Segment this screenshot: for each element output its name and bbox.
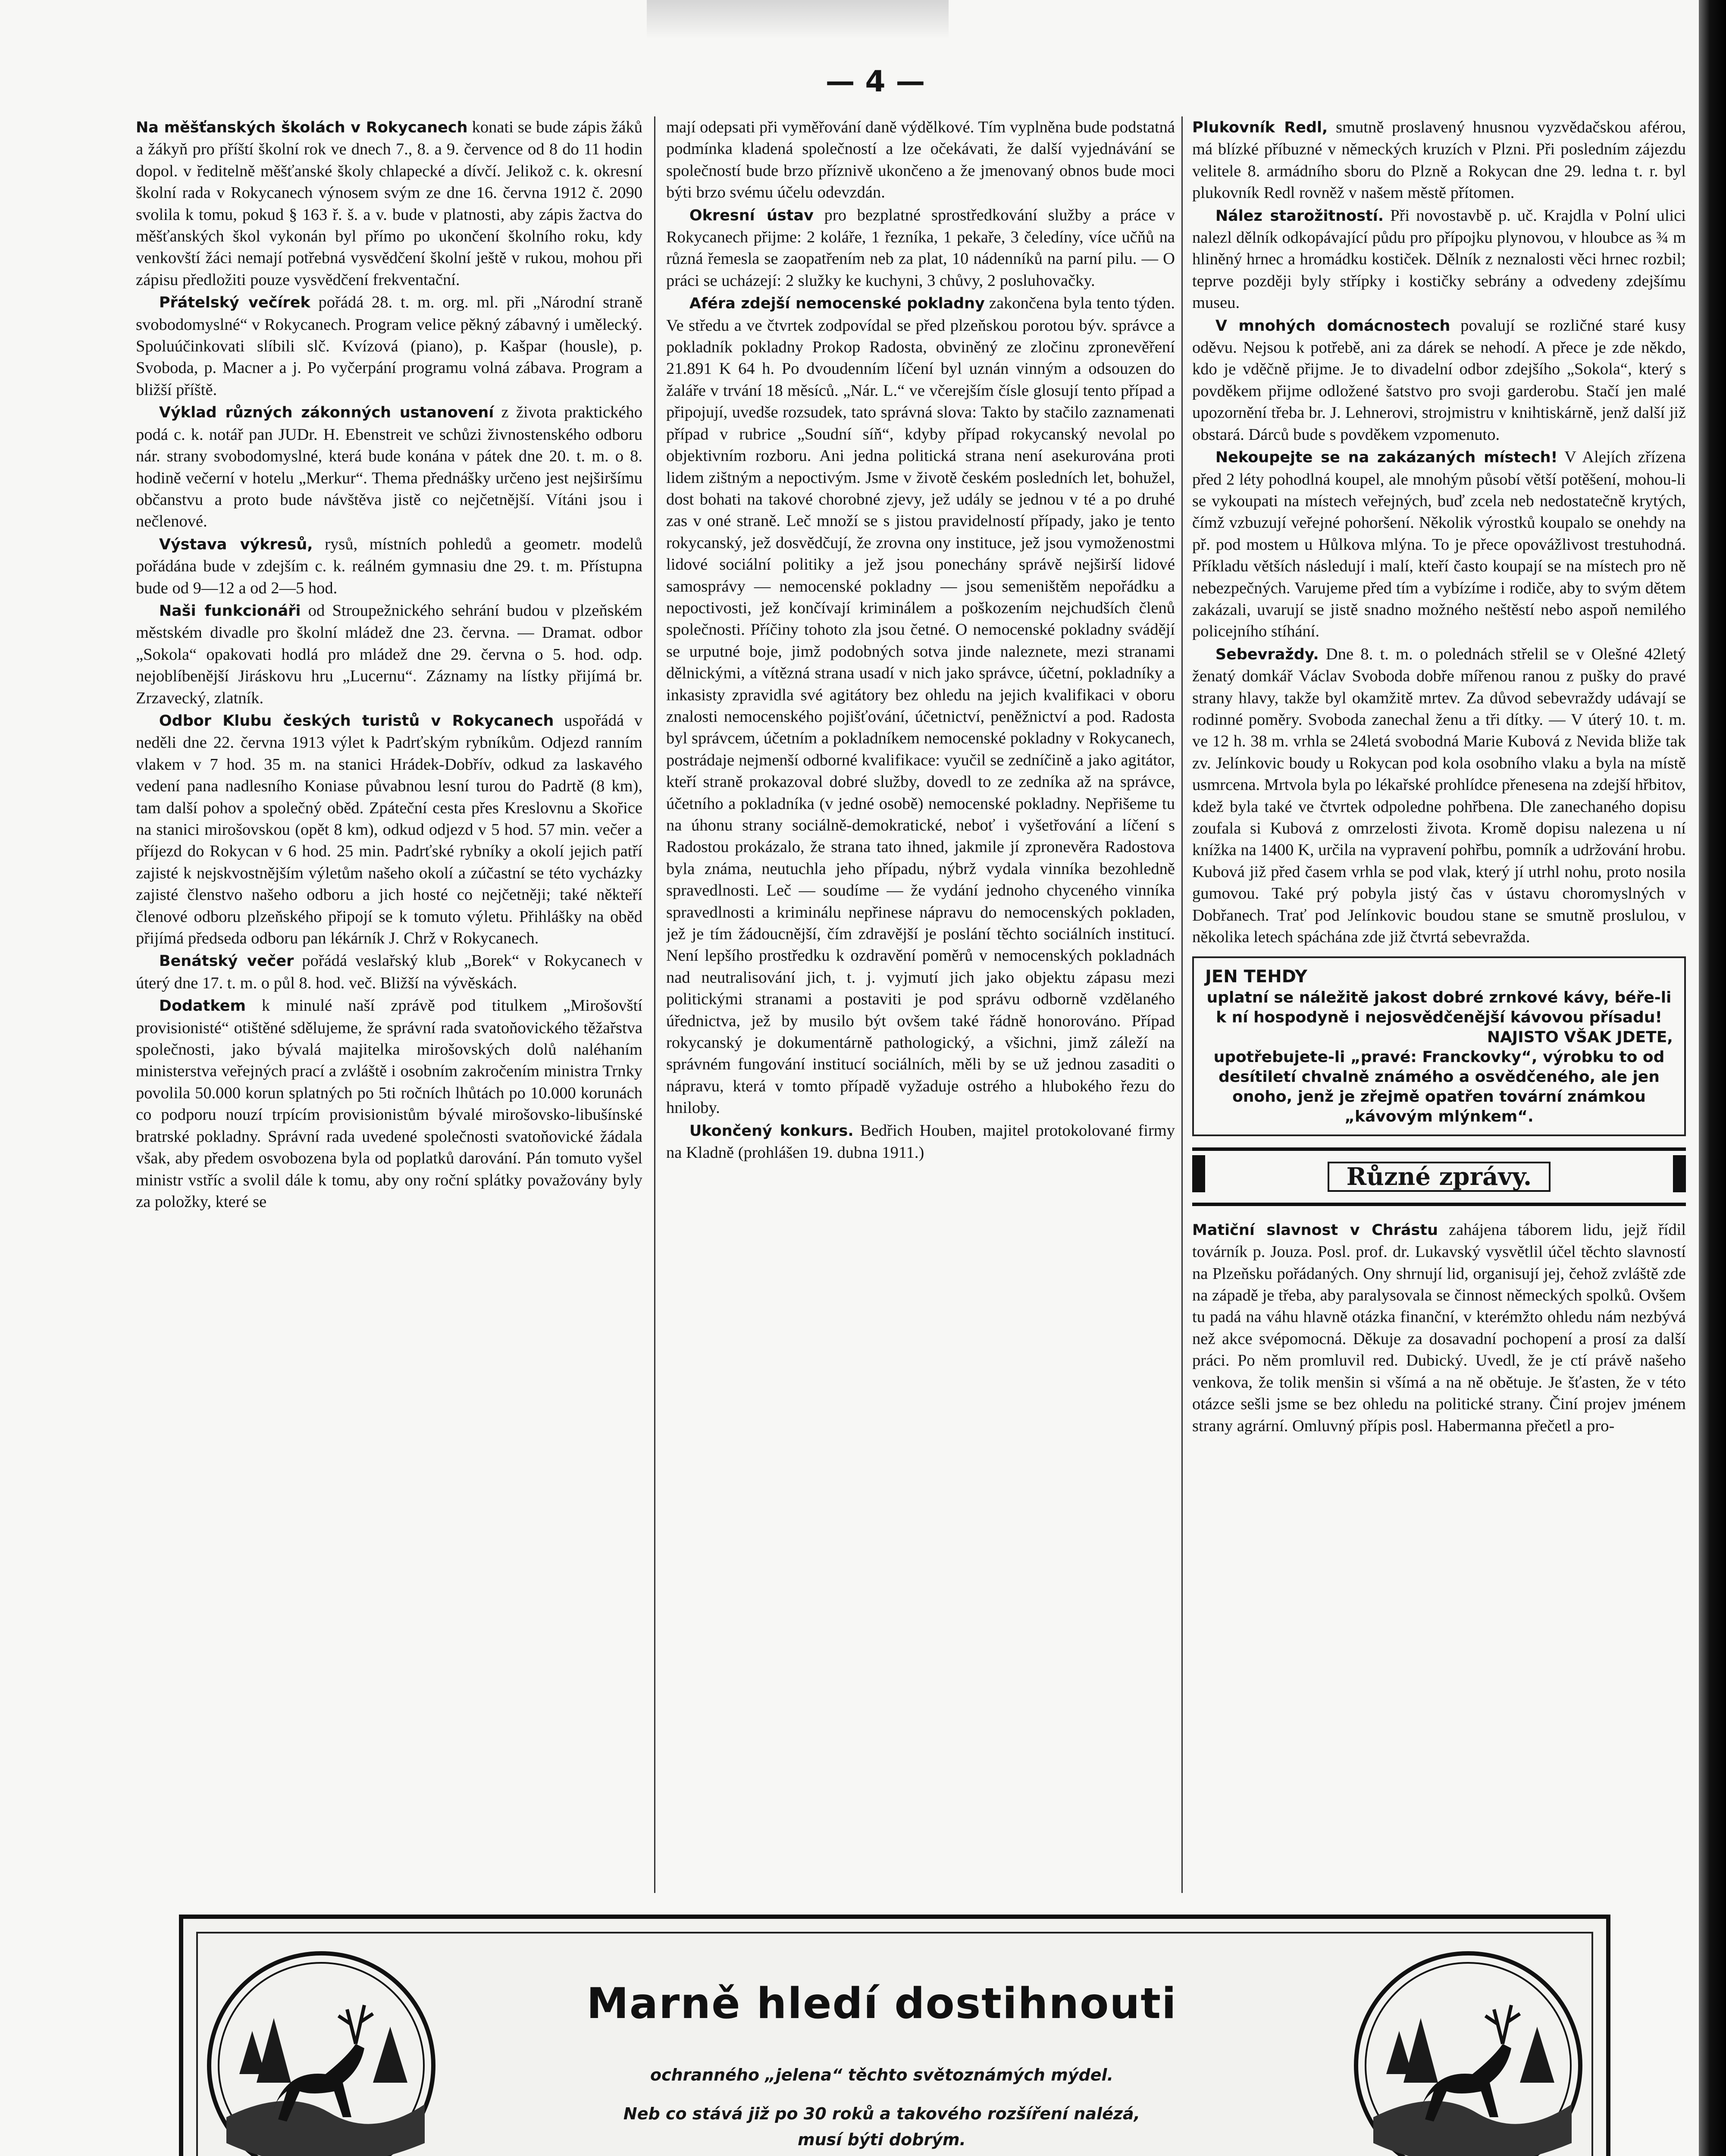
article-lead: Aféra zdejší nemocenské pokladny <box>689 295 985 313</box>
article-lead: Dodatkem <box>159 997 246 1015</box>
advert-title: JEN TEHDY <box>1205 967 1307 987</box>
article-lead: Ukončený konkurs. <box>689 1122 854 1140</box>
article-lead: Přátelský večírek <box>159 294 310 312</box>
article-lead: Matiční slavnost v Chrástu <box>1192 1221 1438 1239</box>
article-zapis <box>136 116 642 291</box>
article-text: od Stroupežnického sehrání budou v plzeňském městském divadle pro školní mládež dne 23. června. — Dramat. odbor „Sokola“ opakovati hodlá pro mládež dne 29. června o 5. hod. odp. nejoblíbenější Jiráskovu hru „Lucernu“. Záznamy na lístky přijímá br. Zrzavecký, zlatník. <box>136 601 642 707</box>
soap-advertisement <box>179 1915 1610 2156</box>
article-nalez <box>1192 205 1686 314</box>
column-1 <box>136 116 642 1897</box>
article-lead: Plukovník Redl, <box>1192 119 1328 136</box>
deer-emblem-icon <box>200 1945 442 2156</box>
article-text: smutně proslavený hnusnou vyzvědačskou aférou, má blízké příbuzné v německých kruzích v Plzni. Při posledním zájezdu velitele 8. armádního sboru do Plzně a Rokycan dne 29. ledna t. r. byl plukovník Redl rovněž v našem městě přítomen. <box>1192 118 1686 202</box>
article-domacnosti <box>1192 315 1686 445</box>
article-benatsky-vecer <box>136 950 642 994</box>
article-text: z života praktického podá c. k. notář pan JUDr. H. Ebenstreit ve schůzi živnostenského odboru nár. strany svobodomyslné, která bude konána v pátek dne 20. t. m. o 8. hodině večerní v hotelu „Merkur“. Thema přednášky určeno jest nejširšímu občanstvu a proto bude návštěva jistě co nejčetnější. Vítáni jsou i nečlenové. <box>136 403 642 531</box>
section-banner <box>1192 1147 1686 1206</box>
article-vecirek <box>136 291 642 401</box>
article-maticni-slavnost <box>1192 1219 1686 1437</box>
article-text: pořádá veslařský klub „Borek“ v Rokycanech v úterý dne 17. t. m. o půl 8. hod. več. Bližší na vývěskách. <box>136 952 642 992</box>
article-continuation: mají odepsati při vyměřování daně výdělkové. Tím vyplněna bude podstatná podmínka kladená společností a lze očekávati, že další vyjednávání se společností bude brzo příznivě ukončeno a že jmenovaný obnos bude moci býti brzo svému účelu odevzdán. <box>666 118 1175 202</box>
article-funkcionari <box>136 600 642 709</box>
column-3 <box>1192 116 1686 1897</box>
article-okresni-ustav <box>666 204 1175 292</box>
article-sebevrazdy <box>1192 643 1686 948</box>
section-title: Různé zprávy. <box>1328 1162 1551 1192</box>
article-lead: Odbor Klubu českých turistů v Rokycanech <box>159 712 554 730</box>
article-vystava <box>136 533 642 599</box>
article-text: k minulé naší zprávě pod titulkem „Mirošovští provisionisté“ otištěné sdělujeme, že správní rada svatoňovického těžařstva společnosti, jako bývalá majitelka mirošovských dolů naléhaním ministerstva veřejných prací a zvláště i osobním zakročením ministra Trnky povolila 50.000 korun splatných po 5ti ročních lhůtách po 10.000 korunách co podporu nouzí trpícím provisionistům bývalé mirošovsko-libušínské bratrské pokladny. Správní rada uvedené společnosti svatoňovické žádala však, aby předem osvobozena byla od poplatků darování. Pán tomuto vyšel ministr vstříc a svolil dále k tomu, aby ony roční splátky považovány byly za položky, které se <box>136 997 642 1211</box>
article-redl <box>1192 116 1686 204</box>
advert-text: uplatní se náležitě jakost dobré zrnkové kávy, béře-li k ní hospodyně i nejosvědčenější kávovou přísadu! <box>1206 988 1672 1026</box>
page-top-shadow <box>647 0 949 39</box>
deer-emblem-icon <box>1347 1945 1589 2156</box>
article-koupani <box>1192 446 1686 642</box>
article-text: povalují se rozličné staré kusy oděvu. Nejsou k potřebě, ani za dárek se nehodí. A přece je zde někdo, kdo je vděčně přijme. Je to divadelní odbor zdejšího „Sokola“, který s povděkem přijme odložené šatstvo pro svoji garderobu. Stačí jen malé upozornění třeba br. J. Lehnerovi, strojmistru v knihtiskárně, jenž další již obstará. Dárců bude s povděkem vzpomenuto. <box>1192 316 1686 444</box>
article-lead: Výstava výkresů, <box>159 536 313 553</box>
article-text: V Alejích zřízena před 2 léty pohodlná koupel, ale mnohým působí větší potěšení, mohou-li se vykoupati na místech veřejných, buď zcela neb nedostatečně krytých, čímž vzbuzují veřejné pohoršení. Několik výrostků koupalo se onehdy na př. pod mostem u Hůlkova mlýna. To je přece opovážlivost trestuhodná. Příkladu větších následují i malí, kteří často koupají se na místech pro ně nebezpečných. Varujeme před tím a vybízíme i rodiče, aby to svým dětem zakázali, uvarují se jistě snadno možného neštěstí nebo aspoň nemilého policejního stíhání. <box>1192 448 1686 641</box>
page-number: — 4 — <box>825 65 925 99</box>
article-lead: Okresní ústav <box>689 207 814 224</box>
advert-text: upotřebujete-li „pravé: Franckovky“, výrobku to od desítiletí chvalně známého a osvědčeného, ale jen onoho, jenž je zřejmě opatřen tovární známkou „kávovým mlýnkem“. <box>1213 1048 1665 1125</box>
article-lead: V mnohých domácnostech <box>1215 317 1450 335</box>
column-2 <box>666 116 1175 1897</box>
column-rule-1 <box>654 116 655 1893</box>
article-text: Bedřich Houben, majitel protokolované firmy na Kladně (prohlášen 19. dubna 1911.) <box>666 1121 1175 1162</box>
article-text: Při novostavbě p. uč. Krajdla v Polní ulici nalezl dělník odkopávající půdu pro přípojku plynovou, v hloubce as ¾ m hliněný hrnec a hromádku kostiček. Dělník z neznalosti věci hrnec rozbil; teprve později byly střípky i kostičky sebrány a odvedeny zdejšímu museu. <box>1192 206 1686 312</box>
article-text: pro bezplatné sprostředkování služby a práce v Rokycanech přijme: 2 koláře, 1 řezníka, 1 pekaře, 3 čeledíny, více učňů na různá řemesla se zaopatřením neb za plat, 10 nádenníků na parní pilu. — O práci se ucházejí: 2 služky ke kuchyni, 3 chůvy, 2 posluhovačky. <box>666 206 1175 290</box>
ad-headline: Marně hledí dostihnouti <box>586 1979 1177 2028</box>
coffee-advert-box <box>1192 956 1686 1136</box>
ad-subheadline: ochranného „jelena“ těchto světoznámých mýdel. <box>650 2065 1114 2084</box>
article-lead: Naši funkcionáři <box>159 602 301 620</box>
article-lead: Nekoupejte se na zakázaných místech! <box>1215 449 1558 467</box>
ad-text-line: musí býti dobrým. <box>798 2130 966 2149</box>
article-text: uspořádá v neděli dne 22. června 1913 výlet k Padrťským rybníkům. Odjezd ranním vlakem v 7 hod. 35 m. na stanici Hrádek-Dobřív, odkud za laskavého vedení pana nadlesního Koniase půvabnou lesní turou do Padrtě (8 km), tam další pohov a společný oběd. Zpáteční cesta přes Kreslovnu a Skořice na stanici mirošovskou (opět 8 km), odkud odjezd v 5 hod. 57 min. večer a příjezd do Rokycan v 6 hod. 25 min. Padrťské rybníky a okolí jejich patří zajisté k nejskvostnějším výletům našeho okolí a zúčastní se této vycházky zajisté členstvo našeho odboru a jich hosté co nejčetněji; také někteří členové odboru plzeňského připojí se k tomuto výletu. Přihlášky na oběd přijímá předseda odboru pan lékárník J. Chrž v Rokycanech. <box>136 711 642 948</box>
page-scan-edge <box>1699 0 1726 2156</box>
article-text: zakončena byla tento týden. Ve středu a ve čtvrtek zodpovídal se před plzeňskou porotou býv. správce a pokladník pokladny Prokop Radosta, obviněný ze zločinu zpronevěření 21.891 K 64 h. Po dvoudenním líčení byl uznán vinným a odsouzen do žaláře v trvání 18 měsíců. „Nár. L.“ ve včerejším čísle glosují tento případ a připojují, uvedše rozsudek, tato správná slova: Takto by stačilo zaznamenati případ v rubrice „Soudní síň“, kdyby případ rokycanský nevolal po objektivním rozboru. Ani jedna politická strana není asekurována proti lidem zištným a nepoctivým. Jsme v životě českém posledních let, bohužel, dost bohati na takové chorobné zjevy, jež udály se jednou v té a po druhé zas v oné straně. Leč množí se s jistou pravidelností případy, jako je tento rokycanský, jež dosvědčují, že zrovna ony instituce, jež jsou vymoženostmi lidové sociální politiky a jež jsou ponechány správě nejširší lidové samosprávy — nemocenské pokladny — jsou semeništěm nepořádku a nepoctivosti, jež končívají kriminálem a poškozením nejchudších členů společnosti. Příčiny tohoto zla jsou četné. O nemocenské pokladny svádějí se urputné boje, jimž podobných sotva jinde naleznete, mezi stranami dělnickými, a vítězná strana usadí v nich jako správce, účetní, pokladníky a inkasisty zpravidla své agitátory bez ohledu na jejich kvalifikaci v oboru znalosti nemocenského pojišťování, účetnictví, peněžnictví a pod. Radosta byl správcem, účetním a pokladníkem nemocenské pokladny v Rokycanech, postrádaje nejmenší odborné kvalifikace: vyučil se zedníčině a jako agitátor, kteří straně prokazoval dobré služby, dovedl to ze zedníka až na správce, účetního a pokladníka (v jedné osobě) nemocenské pokladny. Nepřišeme tu na úhonu strany sociálně-demokratické, neboť i vyšetřování a líčení s Radostou prokázalo, že strana tato ihned, jakmile jí zpronevěra Radostova byla známa, neutuchla jeho případu, nýbrž vydala vinníka bezohledně spravedlnosti. Leč — soudíme — že vydání jednoho chyceného vinníka spravedlnosti a kriminálu nepřinese nápravu do nemocenských pokladen, jež je tím žádoucnější, čím zdravější je poslání těchto sociálních institucí. Není lepšího prostředku k ozdravění poměrů v nemocenských pokladnách nad neutralisování jich, t. j. vyjmutí jich jako objektu zápasu mezi politickými stranami a postaviti je pod správu odborně vzdělaného úřednictva, jež by musilo být ovšem také řádně honorováno. Případ rokycanský je dokumentárně pathologický, a všichni, jimž záleží na správném fungování institucí sociálních, měli by se už jednou zasaditi o nápravu, která v tomto případě vyžaduje ostrého a hlubokého řezu do hniloby. <box>666 294 1175 1117</box>
article-text: rysů, místních pohledů a geometr. modelů pořádána bude v zdejším c. k. reálném gymnasiu dne 29. t. m. Přístupna bude od 9—12 a od 2—5 hod. <box>136 535 642 597</box>
article-lead: Sebevraždy. <box>1215 646 1319 663</box>
ad-text-line: Neb co stává již po 30 roků a takového rozšíření nalézá, <box>623 2104 1140 2123</box>
article-lead: Benátský večer <box>159 953 294 970</box>
article-turiste <box>136 710 642 949</box>
article-text: pořádá 28. t. m. org. ml. při „Národní straně svobodomyslné“ v Rokycanech. Program velice pěkný zábavný i umělecký. Spoluúčinkovati slíbili slč. Kvízová (piano), p. Kašpar (housle), p. Svoboda, p. Macner a j. Po vyčerpání programu volná zábava. Program a bližší příště. <box>136 293 642 399</box>
advert-subtitle: NAJISTO VŠAK JDETE, <box>1487 1028 1673 1046</box>
article-text: zahájena táborem lidu, jejž řídil továrník p. Jouza. Posl. prof. dr. Lukavský vysvětlil účel těchto slavností na Plzeňsku pořádaných. Ony shrnují lid, organisují jej, čehož zvláště zde na západě je třeba, aby paralysovala se činnost německých spolků. Ovšem tu padá na váhu hlavně otázka finanční, v kterémžto ohledu nám nezbývá než akce svépomocná. Děkuje za dosavadní pochopení a prosí za další práci. Po něm promluvil red. Dubický. Uvedl, že je ctí právě našeho venkova, že tolik menšin si všímá a na ně obětuje. Je šťasten, že v této otázce sešli jsme se bez ohledu na politické strany. Činí projev jménem strany agrární. Omluvný přípis posl. Habermanna přečetl a pro- <box>1192 1220 1686 1435</box>
article-text: Dne 8. t. m. o polednách střelil se v Olešné 42letý ženatý domkář Václav Svoboda dobře mířenou ranou z pušky do pravé strany hlavy, takže byl okamžitě mrtev. Za důvod sebevraždy udávají se rodinné poměry. Svoboda zanechal ženu a tři dítky. — V úterý 10. t. m. ve 12 h. 38 m. vrhla se 24letá svobodná Marie Kubová z Nevida bliže tak zv. Jelínkovic boudy u Rokycan pod kola osobního vlaku a byla na místě usmrcena. Mrtvola byla po lékařské prohlídce přenesena na zdejší hřbitov, kdež byla také ve čtvrtek odpoledne pohřbena. Dle zanechaného dopisu zoufala si Kubová z omrzelosti života. Kromě dopisu nalezena u ní knížka na 1400 K, určila na vypravení pohřbu, pomník a udržování hrobu. Kubová již před časem vrhla se pod vlak, který jí utrhl nohu, proto nosila gumovou. Také prý pobyla jistý čas v ústavu choromyslných v Dobřanech. Trať pod Jelínkovic boudou stane se smutně proslulou, v několika letech spáchána zde již čtvrtá sebevražda. <box>1192 645 1686 946</box>
article-text: konati se bude zápis žáků a žákyň pro příští školní rok ve dnech 7., 8. a 9. července od 8 do 11 hodin dopol. v ředitelně měšťanské školy chlapecké a dívčí. Jelikož c. k. okresní školní rada v Rokycanech výnosem svým ze dne 16. června 1912 č. 2090 svolila k tomu, pokud § 163 ř. š. a v. bude v platnosti, aby zápis žactva do měšťanských škol vykonán byl přímo po ukončení školního roku, kdy venkovští žáci nemají potřebná vysvědčení školní ještě v rukou, mohou při zápisu předložiti pouze vysvědčení frekventační. <box>136 118 642 289</box>
article-lead: Výklad různých zákonných ustanovení <box>159 404 494 422</box>
article-lead: Na měšťanských školách v Rokycanech <box>136 119 468 136</box>
article-lead: Nález starožitností. <box>1215 207 1384 225</box>
article-dodatkem <box>136 995 642 1213</box>
article-konkurs <box>666 1120 1175 1164</box>
article-vyklad <box>136 401 642 532</box>
article-afera <box>666 292 1175 1119</box>
column-rule-2 <box>1181 116 1183 1893</box>
